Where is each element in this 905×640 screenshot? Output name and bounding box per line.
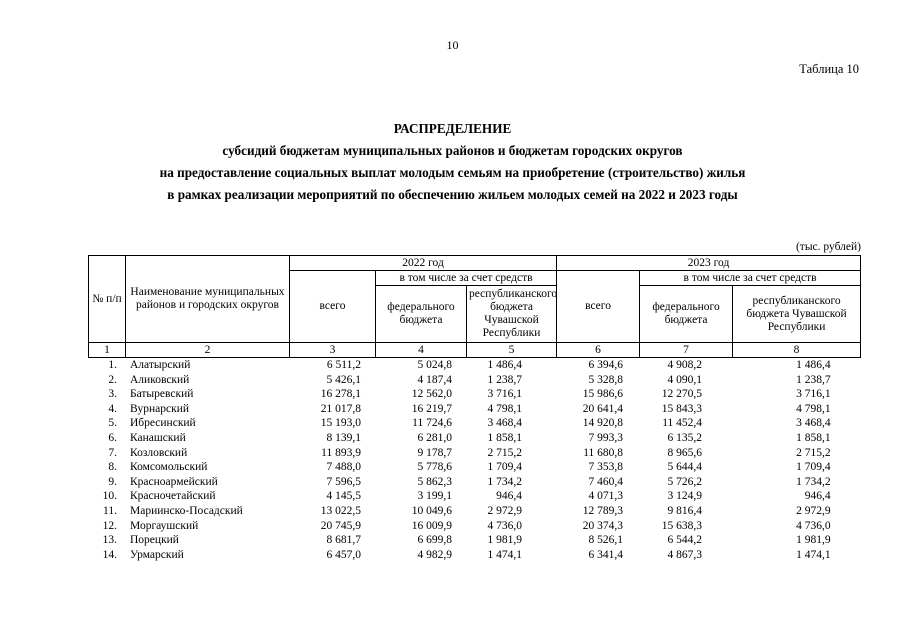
title-line-3: на предоставление социальных выплат молодым семьям на приобретение (строительство) жилья xyxy=(159,165,746,180)
row-number: 7. xyxy=(108,446,117,459)
header-index: 5 xyxy=(467,343,557,358)
header-index: 3 xyxy=(290,343,376,358)
row-number: 5. xyxy=(108,417,117,430)
row-republic-2022: 2 972,9 xyxy=(487,504,523,517)
row-district-name: Канашский xyxy=(130,431,186,444)
row-number: 8. xyxy=(108,461,117,474)
row-federal-2022: 5 024,8 xyxy=(417,359,452,371)
row-republic-2022: 3 716,1 xyxy=(487,388,523,401)
row-federal-2023: 4 090,1 xyxy=(667,373,703,386)
row-district-name: Комсомольский xyxy=(130,461,208,474)
row-number: 13. xyxy=(102,534,117,547)
row-federal-2023: 15 638,3 xyxy=(661,519,703,532)
row-total-2023: 4 071,3 xyxy=(588,490,624,503)
header-name: Наименование муниципальных районов и городских округов xyxy=(126,256,290,343)
row-federal-2023: 6 135,2 xyxy=(667,431,703,444)
row-district-name: Вурнарский xyxy=(130,402,190,415)
row-number: 4. xyxy=(108,402,117,415)
row-republic-2022: 1 981,9 xyxy=(487,534,523,547)
row-total-2022: 6 457,0 xyxy=(326,548,361,561)
row-district-name: Алатырский xyxy=(130,359,191,371)
row-republic-2022: 2 715,2 xyxy=(487,446,523,459)
row-total-2023: 15 986,6 xyxy=(582,388,624,401)
row-number: 1. xyxy=(108,359,117,371)
row-republic-2022: 1 238,7 xyxy=(487,373,523,386)
header-federal-2023: федерального бюджета xyxy=(640,286,733,343)
row-district-name: Урмарский xyxy=(130,548,184,561)
header-index: 8 xyxy=(733,343,861,358)
row-republic-2022: 1 734,2 xyxy=(487,475,523,488)
row-federal-2022: 16 219,7 xyxy=(411,402,452,415)
row-republic-2023: 1 858,1 xyxy=(796,431,831,444)
row-total-2022: 5 426,1 xyxy=(326,373,361,386)
row-republic-2022: 1 474,1 xyxy=(487,548,523,561)
header-year-2022: 2022 год xyxy=(290,256,557,271)
header-incl-2023: в том числе за счет средств xyxy=(640,271,861,286)
row-republic-2023: 1 981,9 xyxy=(796,534,831,547)
row-republic-2023: 1 734,2 xyxy=(796,475,831,488)
row-republic-2023: 4 736,0 xyxy=(796,519,831,532)
row-total-2022: 7 488,0 xyxy=(326,461,361,474)
row-federal-2023: 15 843,3 xyxy=(661,402,703,415)
row-total-2023: 20 641,4 xyxy=(582,402,624,415)
header-incl-2022: в том числе за счет средств xyxy=(376,271,557,286)
row-federal-2022: 11 724,6 xyxy=(412,417,452,430)
row-republic-2022: 1 709,4 xyxy=(487,461,523,474)
row-total-2022: 21 017,8 xyxy=(320,402,361,415)
row-total-2022: 20 745,9 xyxy=(320,519,361,532)
row-republic-2022: 4 798,1 xyxy=(487,402,523,415)
document-title xyxy=(0,118,905,206)
table-row xyxy=(89,519,861,534)
row-federal-2022: 4 982,9 xyxy=(417,548,452,561)
row-federal-2023: 4 867,3 xyxy=(667,548,703,561)
table-label: Таблица 10 xyxy=(799,62,859,76)
row-total-2023: 11 680,8 xyxy=(583,446,624,459)
table-body xyxy=(89,358,861,563)
row-total-2023: 6 341,4 xyxy=(588,548,624,561)
row-number: 9. xyxy=(108,475,117,488)
row-federal-2023: 9 816,4 xyxy=(667,504,703,517)
table-row xyxy=(89,431,861,446)
row-federal-2023: 4 908,2 xyxy=(667,359,703,371)
row-district-name: Красноармейский xyxy=(130,475,218,488)
row-district-name: Ибресинский xyxy=(130,417,196,430)
row-republic-2023: 2 972,9 xyxy=(796,504,831,517)
table-row xyxy=(89,475,861,490)
row-total-2023: 6 394,6 xyxy=(588,359,624,371)
row-number: 14. xyxy=(102,548,117,561)
row-total-2022: 8 139,1 xyxy=(326,431,361,444)
row-number: 11. xyxy=(103,504,117,517)
header-num: № п/п xyxy=(89,256,126,343)
row-federal-2022: 5 778,6 xyxy=(417,461,452,474)
row-number: 6. xyxy=(108,431,117,444)
title-line-2: субсидий бюджетам муниципальных районов и бюджетам городских округов xyxy=(222,143,683,158)
row-number: 10. xyxy=(102,490,117,503)
row-total-2023: 5 328,8 xyxy=(588,373,624,386)
row-total-2022: 6 511,2 xyxy=(326,359,361,371)
row-federal-2022: 16 009,9 xyxy=(411,519,452,532)
header-total-2022: всего xyxy=(290,271,376,343)
table-row xyxy=(89,446,861,461)
row-district-name: Батыревский xyxy=(130,388,194,401)
row-federal-2023: 5 726,2 xyxy=(667,475,703,488)
table-row xyxy=(89,548,861,563)
row-republic-2023: 4 798,1 xyxy=(796,402,831,415)
row-republic-2022: 1 486,4 xyxy=(487,359,523,371)
table-row xyxy=(89,533,861,548)
header-federal-2022: федерального бюджета xyxy=(376,286,467,343)
header-index: 4 xyxy=(376,343,467,358)
row-republic-2023: 3 468,4 xyxy=(796,417,831,430)
header-index: 2 xyxy=(126,343,290,358)
row-republic-2023: 1 238,7 xyxy=(796,373,831,386)
page-number: 10 xyxy=(446,38,459,52)
row-number: 2. xyxy=(108,373,117,386)
row-federal-2022: 12 562,0 xyxy=(411,388,452,401)
row-federal-2023: 6 544,2 xyxy=(667,534,703,547)
row-district-name: Мариинско-Посадский xyxy=(130,504,243,517)
row-number: 12. xyxy=(102,519,117,532)
row-republic-2023: 946,4 xyxy=(804,490,831,503)
row-total-2023: 7 353,8 xyxy=(588,461,624,474)
row-total-2023: 20 374,3 xyxy=(582,519,624,532)
row-republic-2022: 1 858,1 xyxy=(487,431,523,444)
header-index: 1 xyxy=(89,343,126,358)
row-federal-2023: 3 124,9 xyxy=(667,490,703,503)
row-republic-2023: 1 709,4 xyxy=(796,461,831,474)
row-federal-2023: 5 644,4 xyxy=(667,461,703,474)
table-row xyxy=(89,373,861,388)
row-federal-2022: 5 862,3 xyxy=(417,475,452,488)
row-federal-2023: 8 965,6 xyxy=(667,446,703,459)
row-total-2022: 15 193,0 xyxy=(320,417,361,430)
row-total-2022: 11 893,9 xyxy=(321,446,361,459)
header-republic-2023: республиканского бюджета Чувашской Республики xyxy=(733,286,861,343)
table-row xyxy=(89,416,861,431)
row-district-name: Аликовский xyxy=(130,373,190,386)
table-row xyxy=(89,504,861,519)
row-total-2022: 7 596,5 xyxy=(326,475,361,488)
row-federal-2022: 4 187,4 xyxy=(417,373,452,386)
row-federal-2022: 6 699,8 xyxy=(417,534,452,547)
table-row xyxy=(89,489,861,504)
table-row xyxy=(89,402,861,417)
row-number: 3. xyxy=(108,388,117,401)
row-federal-2022: 10 049,6 xyxy=(411,504,452,517)
row-district-name: Моргаушский xyxy=(130,519,199,532)
subsidy-table xyxy=(88,255,861,562)
row-republic-2023: 3 716,1 xyxy=(796,388,831,401)
row-district-name: Порецкий xyxy=(130,534,179,547)
row-republic-2022: 4 736,0 xyxy=(487,519,523,532)
row-total-2022: 16 278,1 xyxy=(320,388,361,401)
title-line-1: РАСПРЕДЕЛЕНИЕ xyxy=(393,121,512,136)
row-republic-2023: 1 486,4 xyxy=(796,359,831,371)
row-republic-2023: 1 474,1 xyxy=(796,548,831,561)
row-total-2023: 14 920,8 xyxy=(582,417,624,430)
title-line-4: в рамках реализации мероприятий по обеспечению жильем молодых семей на 2022 и 2023 годы xyxy=(167,187,738,202)
row-federal-2023: 12 270,5 xyxy=(661,388,703,401)
header-year-2023: 2023 год xyxy=(557,256,861,271)
row-republic-2022: 3 468,4 xyxy=(487,417,523,430)
row-federal-2022: 6 281,0 xyxy=(417,431,452,444)
table-row xyxy=(89,358,861,373)
header-republic-2022: республиканского бюджета Чувашской Республики xyxy=(467,286,557,343)
table-row xyxy=(89,460,861,475)
row-district-name: Козловский xyxy=(130,446,188,459)
header-index: 6 xyxy=(557,343,640,358)
row-total-2022: 8 681,7 xyxy=(326,534,361,547)
row-district-name: Красночетайский xyxy=(130,490,216,503)
header-total-2023: всего xyxy=(557,271,640,343)
row-total-2023: 7 460,4 xyxy=(588,475,624,488)
row-federal-2022: 3 199,1 xyxy=(417,490,452,503)
row-federal-2022: 9 178,7 xyxy=(417,446,452,459)
header-index: 7 xyxy=(640,343,733,358)
row-total-2023: 7 993,3 xyxy=(588,431,624,444)
row-total-2022: 4 145,5 xyxy=(326,490,361,503)
row-republic-2023: 2 715,2 xyxy=(796,446,831,459)
table-row xyxy=(89,387,861,402)
row-federal-2023: 11 452,4 xyxy=(662,417,703,430)
units-label: (тыс. рублей) xyxy=(795,241,861,253)
row-republic-2022: 946,4 xyxy=(496,490,523,503)
row-total-2023: 8 526,1 xyxy=(588,534,624,547)
row-total-2022: 13 022,5 xyxy=(320,504,361,517)
row-total-2023: 12 789,3 xyxy=(582,504,624,517)
